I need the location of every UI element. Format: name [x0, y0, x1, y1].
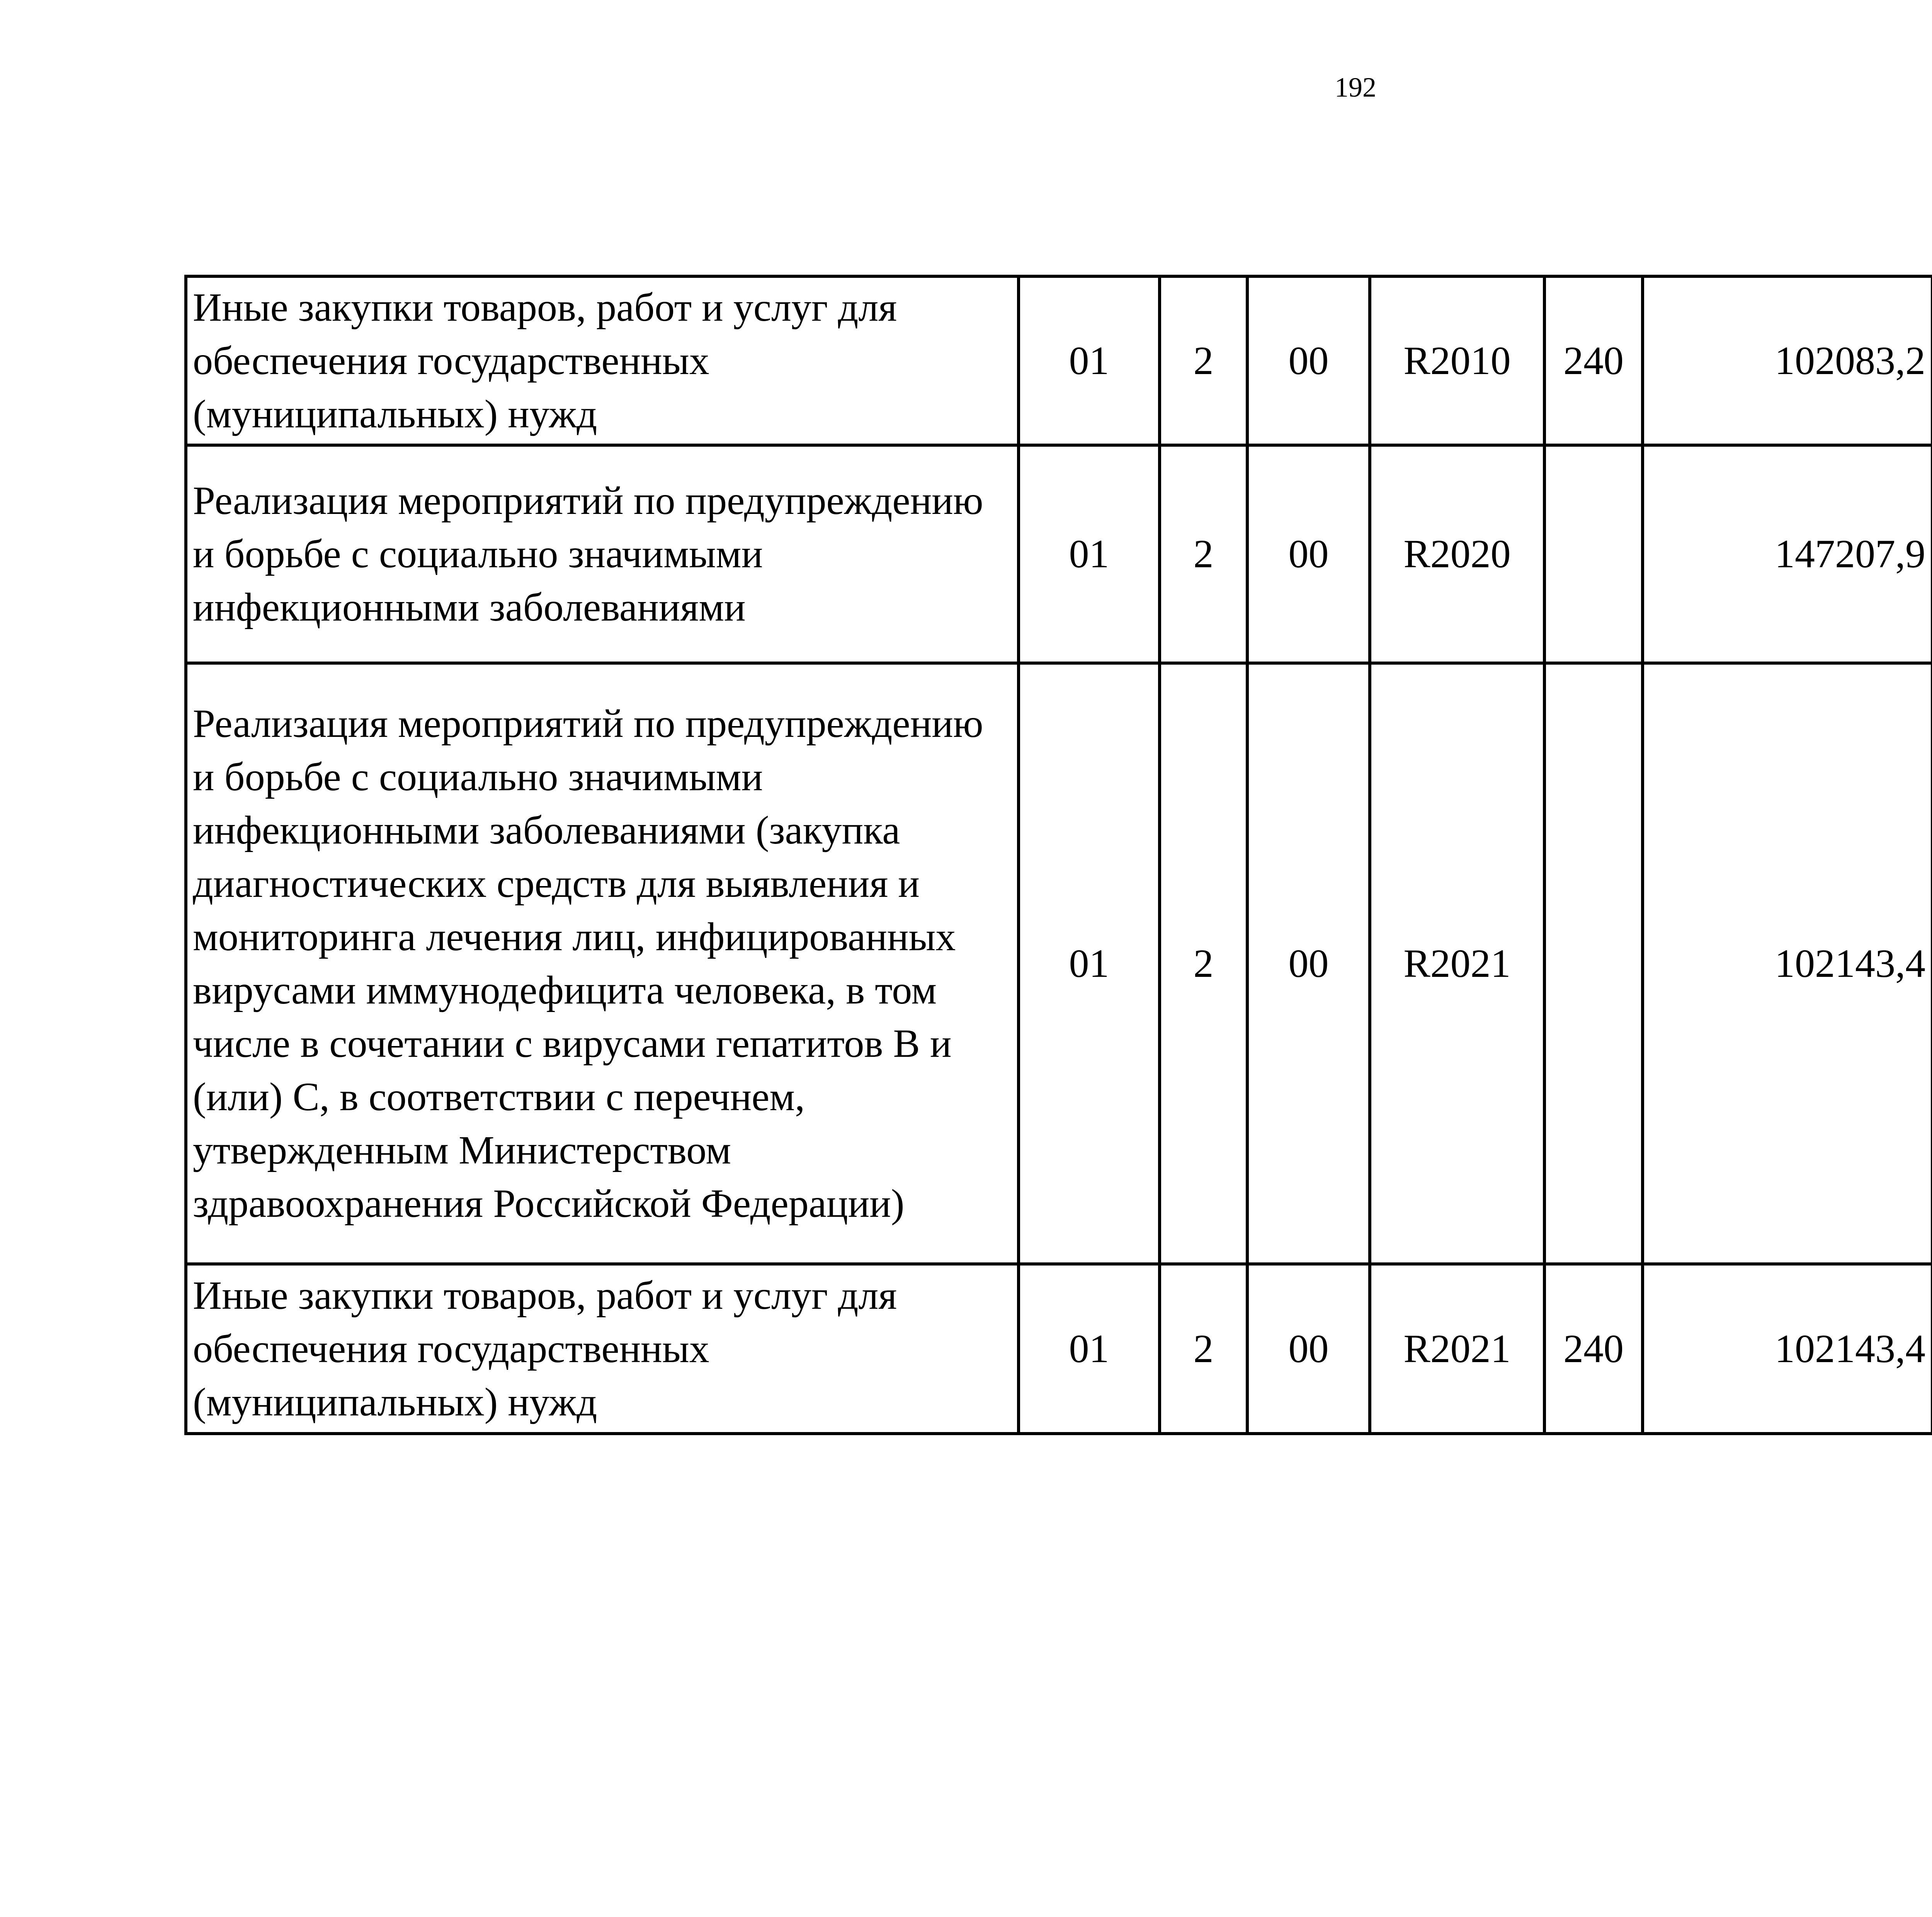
amount-cell-1: 147207,9 [1643, 445, 1932, 663]
subprogram-code-cell: 00 [1247, 445, 1370, 663]
expense-type-cell: 240 [1544, 276, 1643, 445]
subprogram-code-cell: 00 [1247, 1264, 1370, 1434]
expense-type-cell [1544, 445, 1643, 663]
expense-type-cell [1544, 663, 1643, 1264]
section-code-cell: 01 [1019, 276, 1160, 445]
program-code-cell: 2 [1160, 276, 1247, 445]
row-name-cell: Иные закупки товаров, работ и услуг для обеспечения государственных (муниципальных) нужд [186, 1264, 1019, 1434]
program-code-cell: 2 [1160, 663, 1247, 1264]
target-article-cell: R2021 [1370, 1264, 1544, 1434]
row-name-cell: Иные закупки товаров, работ и услуг для обеспечения государственных (муниципальных) нужд [186, 276, 1019, 445]
subprogram-code-cell: 00 [1247, 663, 1370, 1264]
row-name-cell: Реализация мероприятий по предупреждению и борьбе с социально значимыми инфекционными заболеваниями (закупка диагностических средств для выявления и мониторинга лечения лиц, инфицированных вирусами иммунодефицита человека, в том числе в сочетании с вирусами гепатитов B и (или) C, в соответствии с перечнем, утвержденным Министерством здравоохранения Российской Федерации) [186, 663, 1019, 1264]
section-code-cell: 01 [1019, 445, 1160, 663]
expense-type-cell: 240 [1544, 1264, 1643, 1434]
table-row [186, 445, 1932, 663]
target-article-cell: R2021 [1370, 663, 1544, 1264]
amount-cell-1: 102143,4 [1643, 1264, 1932, 1434]
budget-table [184, 275, 1932, 1435]
table-row [186, 663, 1932, 1264]
program-code-cell: 2 [1160, 1264, 1247, 1434]
amount-cell-1: 102143,4 [1643, 663, 1932, 1264]
target-article-cell: R2020 [1370, 445, 1544, 663]
table-row [186, 1264, 1932, 1434]
section-code-cell: 01 [1019, 1264, 1160, 1434]
amount-cell-1: 102083,2 [1643, 276, 1932, 445]
section-code-cell: 01 [1019, 663, 1160, 1264]
target-article-cell: R2010 [1370, 276, 1544, 445]
program-code-cell: 2 [1160, 445, 1247, 663]
page-number: 192 [1335, 72, 1376, 103]
row-name-cell: Реализация мероприятий по предупреждению и борьбе с социально значимыми инфекционными заболеваниями [186, 445, 1019, 663]
subprogram-code-cell: 00 [1247, 276, 1370, 445]
table-row [186, 276, 1932, 445]
